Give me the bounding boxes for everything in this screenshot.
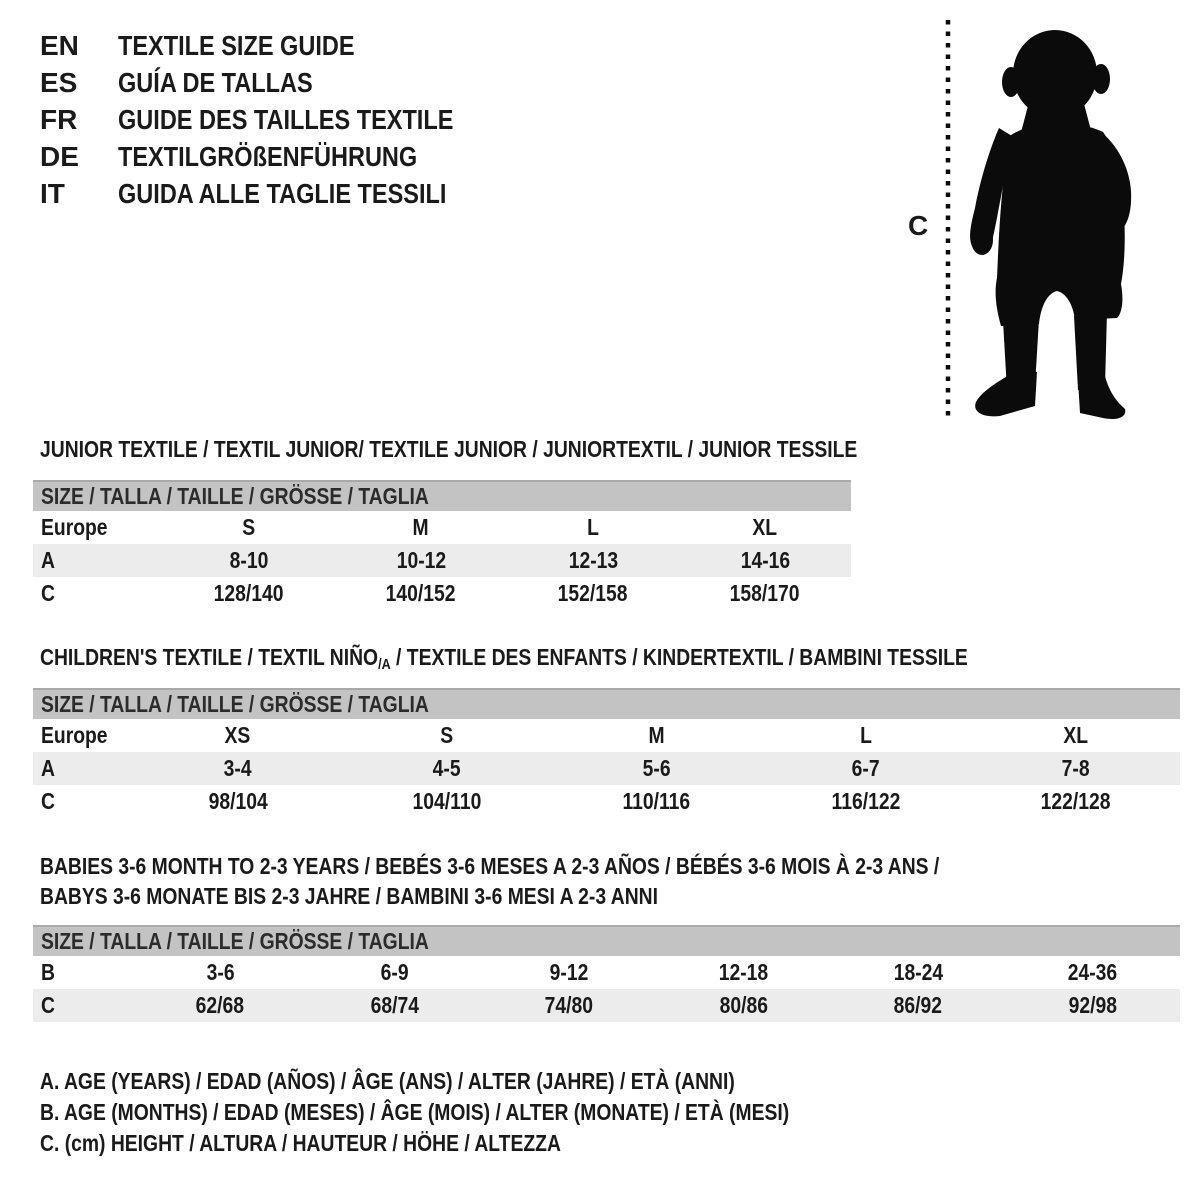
height-dashed-line [941,16,955,420]
table-cell: 110/116 [622,788,691,814]
table-cell: 92/98 [1068,992,1117,1018]
language-title: GUIDE DES TAILLES TEXTILE [118,104,454,135]
table-cell: 6-9 [380,959,409,985]
table-cell: 3-6 [206,959,235,985]
language-code: DE [40,141,79,172]
column-header-cell: S [242,514,256,540]
toddler-silhouette-shapes [970,30,1131,419]
table-cell: 98/104 [208,788,268,814]
column-header-cell: M [412,514,430,540]
row-label-cell: C [41,992,55,1018]
legend-line-c: C. (cm) HEIGHT / ALTURA / HAUTEUR / HÖHE / ALTEZZA [40,1130,561,1156]
column-header-cell: L [587,514,599,540]
column-header-cell: S [440,722,454,748]
table-cell: 6-7 [851,755,880,781]
language-title: GUIDA ALLE TAGLIE TESSILI [118,178,447,209]
table-cell: 4-5 [433,755,462,781]
column-header-cell: L [859,722,872,748]
size-header-bar: SIZE / TALLA / TAILLE / GRÖSSE / TAGLIA [33,688,1180,719]
language-code: IT [40,178,65,209]
language-code: ES [40,67,78,98]
column-header-cell: XL [752,514,778,540]
language-row [40,101,517,138]
babies-size-table [33,925,1180,1022]
table-column-header-row [33,511,851,544]
height-measure-label: C [908,210,929,241]
language-title: GUÍA DE TALLAS [118,67,313,98]
table-row [33,785,1180,818]
language-title-list [40,27,517,212]
language-code: EN [40,30,79,61]
table-cell: 116/122 [831,788,901,814]
size-header-bar: SIZE / TALLA / TAILLE / GRÖSSE / TAGLIA [33,480,851,511]
junior-size-table [33,480,851,610]
table-cell: 140/152 [386,580,456,606]
column-header-cell: Europe [41,722,108,748]
table-cell: 5-6 [642,755,671,781]
children-size-table [33,688,1180,818]
column-header-cell: XL [1062,722,1088,748]
language-row [40,27,517,64]
table-cell: 104/110 [412,788,482,814]
legend-line-b: B. AGE (MONTHS) / EDAD (MESES) / ÂGE (MOIS) / ALTER (MONATE) / ETÀ (MESI) [40,1099,790,1125]
language-title: TEXTILGRÖßENFÜHRUNG [118,141,418,172]
toddler-silhouette [955,18,1155,423]
table-cell: 14-16 [740,547,790,573]
column-header-cell: XS [224,722,251,748]
row-label-cell: A [41,547,55,573]
measure-legend [40,1066,932,1159]
table-cell: 12-13 [568,547,618,573]
table-cell: 62/68 [196,992,245,1018]
legend-line-a: A. AGE (YEARS) / EDAD (AÑOS) / ÂGE (ANS) / ALTER (JAHRE) / ETÀ (ANNI) [40,1068,735,1094]
table-cell: 74/80 [545,992,594,1018]
table-row [33,544,851,577]
language-code: FR [40,104,78,135]
children-section-title: CHILDREN'S TEXTILE / TEXTIL $NIÑO_{/A}$ / TEXTILE DES ENFANTS / KINDERTEXTIL / BAMBINI TESSILE [40,644,968,673]
language-row [40,138,517,175]
table-row [33,956,1180,989]
table-cell: 158/170 [730,580,800,606]
language-row [40,64,517,101]
table-cell: 18-24 [893,959,943,985]
table-column-header-row [33,719,1180,752]
language-title: TEXTILE SIZE GUIDE [118,30,355,61]
table-cell: 7-8 [1061,755,1090,781]
table-cell: 86/92 [894,992,943,1018]
babies-section-title: BABIES 3-6 MONTH TO 2-3 YEARS / BEBÉS 3-6 MESES A 2-3 AÑOS / BÉBÉS 3-6 MOIS À 2-3 ANS / BABYS 3-6 MONATE BIS 2-3 JAHRE / BAMBINI 3-6 MESI A 2-3 ANNI [40,853,940,909]
table-cell: 80/86 [719,992,768,1018]
row-label-cell: B [41,959,55,985]
table-cell: 3-4 [223,755,252,781]
table-cell: 122/128 [1040,788,1111,814]
table-cell: 8-10 [229,547,269,573]
table-cell: 128/140 [214,580,284,606]
row-label-cell: C [41,788,55,814]
table-cell: 68/74 [370,992,419,1018]
size-header-bar: SIZE / TALLA / TAILLE / GRÖSSE / TAGLIA [33,925,1180,956]
table-cell: 10-12 [396,547,446,573]
table-cell: 152/158 [558,580,628,606]
table-row [33,577,851,610]
junior-section-title: JUNIOR TEXTILE / TEXTIL JUNIOR/ TEXTILE JUNIOR / JUNIORTEXTIL / JUNIOR TESSILE [40,436,858,462]
column-header-cell: Europe [41,514,108,540]
table-cell: 9-12 [549,959,589,985]
column-header-cell: M [648,722,665,748]
table-cell: 12-18 [719,959,769,985]
table-row [33,989,1180,1022]
table-cell: 24-36 [1068,959,1118,985]
table-row [33,752,1180,785]
row-label-cell: C [41,580,55,606]
language-row [40,175,517,212]
row-label-cell: A [41,755,55,781]
